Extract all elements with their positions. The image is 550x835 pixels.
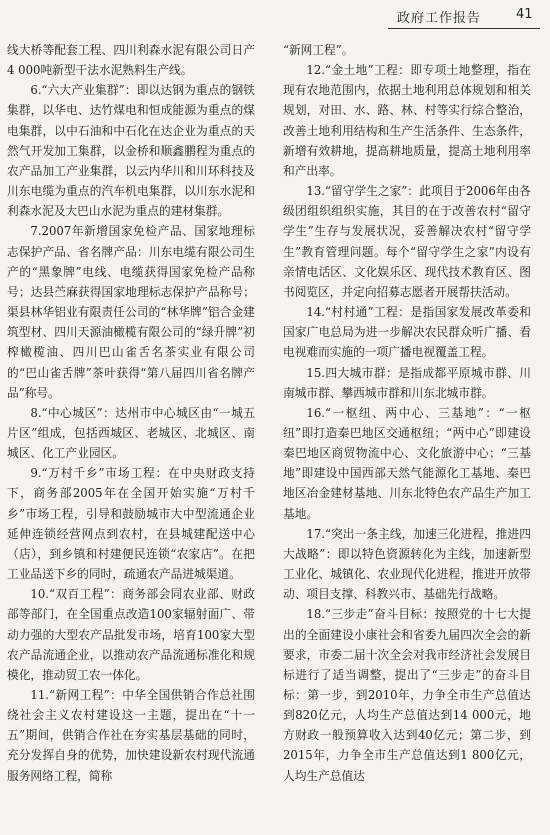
- note-18-paragraph: 18.“三步走”奋斗目标：按照党的十七大提出的全面建设小康社会和省委九届四次全会的新要求，市委二届十次全会对我市经济社会发展目标进行了适当调整，提出了“三步走”的奋斗目标：第一步，到2010年，力争全市生产总值达到820亿元，人均生产总值达到14 000元，地方财政一般预算收入达到40亿元；第二步，到2015年，力争全市生产总值达到1 800亿元，人均生产总值达: [283, 607, 531, 783]
- paragraph: 线大桥等配套工程、四川利森水泥有限公司日产4 000吨新型干法水泥熟料生产线。: [7, 43, 255, 78]
- note-8-paragraph: 8.“中心城区”：达州市中心城区由“一城五片区”组成，包括西城区、老城区、北城区、南城区、化工产业园区。: [7, 405, 255, 461]
- note-15-paragraph: 15.四大城市群：是指成都平原城市群、川南城市群、攀西城市群和川东北城市群。: [283, 365, 531, 400]
- running-title: 政府工作报告: [397, 11, 482, 26]
- page-number: 41: [516, 7, 533, 22]
- header-rule: [388, 28, 540, 29]
- note-12-paragraph: 12.“金土地”工程：即专项土地整理，指在现有农地范围内，依据土地利用总体规划和相关规划，对田、水、路、林、村等实行综合整治，改善土地利用结构和生产生活条件、生态条件，新增有效耕地，提高耕地质量，提高土地利用率和产出率。: [283, 63, 531, 178]
- note-14-paragraph: 14.“村村通”工程：是指国家发展改革委和国家广电总局为进一步解决农民群众听广播、看电视难而实施的一项广播电视覆盖工程。: [283, 305, 531, 360]
- left-column: [7, 40, 255, 786]
- note-11-paragraph: 11.“新网工程”：中华全国供销合作总社围绕社会主义农村建设这一主题，提出在“十一五”期间，供销合作社在夯实基层基础的同时，充分发挥自身的优势，加快建设新农村现代流通服务网络工程，简称: [7, 688, 255, 783]
- page-header: [0, 0, 550, 26]
- note-16-paragraph: 16.“一枢纽、两中心、三基地”：“一枢纽”即打造秦巴地区交通枢纽；“两中心”即建设秦巴地区商贸物流中心、文化旅游中心；“三基地”即建设中国西部天然气能源化工基地、秦巴地区冶金建材基地、川东北特色农产品生产加工基地。: [283, 405, 531, 521]
- right-column: [283, 40, 531, 786]
- note-6-paragraph: 6.“六大产业集群”：即以达钢为重点的钢铁集群，以华电、达竹煤电和恒成能源为重点的煤电集群，以中石油和中石化在达企业为重点的天然气开发加工集群，以金桥和顺鑫鹏程为重点的农产品加工产业集群，以云内华川和川环科技及川东电缆为重点的汽车机电集群，以川东水泥和利森水泥及大巴山水泥为重点的建材集群。: [7, 83, 255, 219]
- paragraph: “新网工程”。: [283, 43, 354, 57]
- note-10-paragraph: 10.“双百工程”：商务部会同农业部、财政部等部门，在全国重点改造100家辐射面广、带动力强的大型农产品批发市场，培育100家大型农产品流通企业，以推动农产品流通标准化和规模化，推动贸工农一体化。: [7, 587, 255, 682]
- note-9-paragraph: 9.“万村千乡”市场工程：在中央财政支持下，商务部2005年在全国开始实施“万村千乡”市场工程，引导和鼓励城市大中型流通企业延伸连锁经营网点到农村，在县城建配送中心（店），到乡镇和村建便民连锁“农家店”。在把工业品送下乡的同时，疏通农产品进城渠道。: [7, 466, 255, 582]
- note-7-paragraph: 7.2007年新增国家免检产品、国家地理标志保护产品、省名牌产品：川东电缆有限公司生产的“黑象牌”电线、电缆获得国家免检产品称号；达县苎麻获得国家地理标志保护产品称号；渠县林华铝业有限责任公司的“林华牌”铝合金建筑型材、四川天源油橄榄有限公司的“绿升牌”初榨橄榄油、四川巴山雀舌名茶实业有限公司的“巴山雀舌牌”茶叶获得“第八届四川省名牌产品”称号。: [7, 224, 255, 400]
- note-17-paragraph: 17.“突出一条主线，加速三化进程，推进四大战略”：即以特色资源转化为主线，加速新型工业化、城镇化、农业现代化进程，推进开放带动、项目支撑、科教兴市、基础先行战略。: [283, 526, 531, 602]
- note-13-paragraph: 13.“留守学生之家”：此项目于2006年由各级团组织组织实施，其目的在于改善农村“留守学生”生存与发展状况，妥善解决农村“留守学生”教育管理问题。每个“留守学生之家”内设有亲情电话区、文化娱乐区、现代技术教育区、图书阅览区，并定向招募志愿者开展帮扶活动。: [283, 184, 531, 299]
